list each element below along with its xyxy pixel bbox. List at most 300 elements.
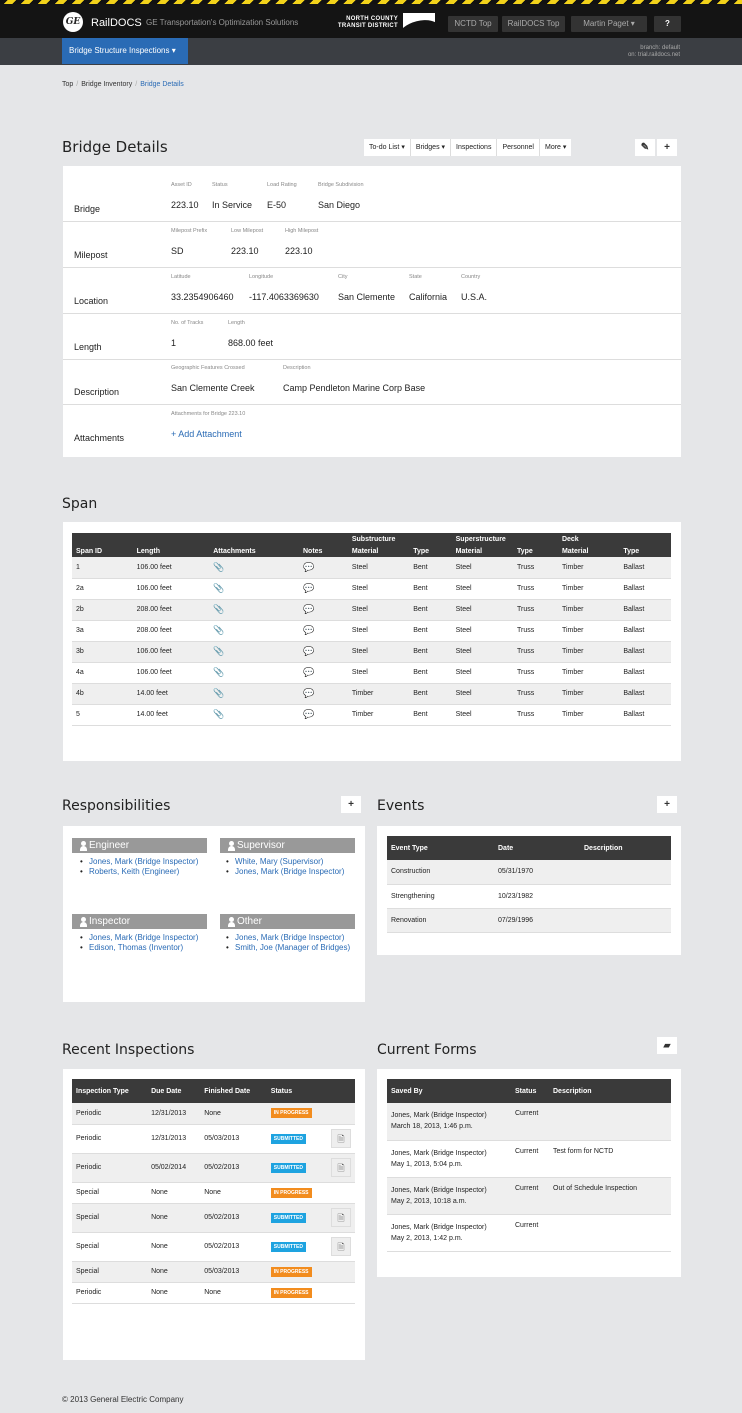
due-date: 12/31/2013 <box>147 1124 200 1153</box>
ge-logo[interactable]: GE <box>63 12 83 32</box>
span-cell-super-type: Truss <box>513 683 558 704</box>
status-badge: IN PROGRESS <box>271 1188 312 1198</box>
inspection-row[interactable] <box>72 1261 355 1282</box>
paperclip-icon[interactable]: 📎 <box>213 583 225 593</box>
col-length[interactable]: Length <box>133 545 210 557</box>
nctd-top-button[interactable]: NCTD Top <box>448 16 498 32</box>
length-value: 868.00 feet <box>228 338 274 348</box>
comment-icon[interactable]: 💬 <box>302 604 315 614</box>
brand-tagline: GE Transportation's Optimization Solutions <box>146 18 299 27</box>
paperclip-icon[interactable]: 📎 <box>213 604 225 614</box>
span-cell-span-id: 3a <box>72 620 133 641</box>
span-cell-deck-type: Ballast <box>619 578 671 599</box>
span-cell-notes <box>299 599 348 620</box>
user-name: Martin Paget <box>583 19 629 28</box>
document-cell <box>327 1261 355 1282</box>
todo-list-label: To-do List <box>369 144 400 151</box>
location-label: Location <box>74 296 109 306</box>
span-cell-deck-type: Ballast <box>619 704 671 725</box>
document-icon[interactable]: 🗎 <box>331 1129 351 1148</box>
saved-by-cell <box>387 1177 511 1214</box>
event-date: 10/23/1982 <box>494 884 580 908</box>
inspection-type: Periodic <box>72 1282 147 1303</box>
inspection-row[interactable] <box>72 1203 355 1232</box>
chevron-down-icon: ▾ <box>562 144 567 151</box>
col-inspection-type[interactable]: Inspection Type <box>72 1079 147 1103</box>
span-cell-deck-material: Timber <box>558 578 619 599</box>
status-caption: Status <box>212 182 228 188</box>
forms-panel <box>377 1069 681 1277</box>
low-milepost-value: 223.10 <box>231 246 259 256</box>
events-header <box>387 836 671 860</box>
inspections-table-body <box>72 1103 355 1303</box>
longitude-value: -117.4063369630 <box>249 292 319 302</box>
group-deck: Deck <box>558 533 671 545</box>
country-caption: Country <box>461 274 481 280</box>
status-cell <box>267 1124 327 1153</box>
inspector-person[interactable]: • Edison, Thomas (Inventor) <box>80 943 210 953</box>
form-row[interactable] <box>387 1177 671 1214</box>
span-cell-deck-material: Timber <box>558 704 619 725</box>
document-icon[interactable]: 🗎 <box>331 1237 351 1256</box>
supervisor-list <box>226 857 361 877</box>
span-cell-sub-type: Bent <box>409 704 451 725</box>
finished-date: 05/02/2013 <box>200 1203 267 1232</box>
due-date: 12/31/2013 <box>147 1103 200 1124</box>
span-cell-sub-material: Steel <box>348 578 409 599</box>
comment-icon[interactable]: 💬 <box>302 561 315 572</box>
span-cell-deck-type: Ballast <box>619 599 671 620</box>
add-button[interactable] <box>657 139 677 156</box>
span-cell-super-material: Steel <box>452 704 513 725</box>
personnel-link[interactable]: Personnel <box>497 139 540 156</box>
branch-line: branch: default <box>640 45 680 51</box>
length-caption: Length <box>228 320 245 326</box>
status-cell <box>267 1153 327 1182</box>
comment-icon[interactable]: 💬 <box>302 667 315 677</box>
other-title: Other <box>237 916 263 927</box>
due-date: None <box>147 1232 200 1261</box>
inspector-heading <box>72 914 207 929</box>
due-date: None <box>147 1182 200 1203</box>
help-button[interactable] <box>654 16 681 32</box>
span-row[interactable] <box>72 662 671 683</box>
span-cell-deck-material: Timber <box>558 557 619 578</box>
asset-id-caption: Asset ID <box>171 182 192 188</box>
saved-by-cell <box>387 1103 511 1140</box>
chevron-down-icon: ▾ <box>401 144 405 151</box>
span-cell-notes <box>299 641 348 662</box>
inspector-title: Inspector <box>89 916 131 927</box>
saved-by-name: Jones, Mark (Bridge Inspector) <box>391 1223 487 1231</box>
more-menu[interactable] <box>540 139 571 156</box>
status-badge: SUBMITTED <box>271 1242 306 1252</box>
span-row[interactable] <box>72 620 671 641</box>
inspection-row[interactable] <box>72 1232 355 1261</box>
span-cell-span-length: 106.00 feet <box>133 662 210 683</box>
form-description: Test form for NCTD <box>549 1140 671 1177</box>
col-event-type[interactable]: Event Type <box>387 836 494 860</box>
events-title: Events <box>377 798 425 814</box>
span-cell-span-length: 14.00 feet <box>133 704 210 725</box>
span-column-header <box>72 545 671 557</box>
edit-button[interactable] <box>635 139 655 156</box>
event-type: Construction <box>387 860 494 884</box>
supervisor-person[interactable]: • White, Mary (Supervisor) <box>226 857 361 867</box>
span-cell-notes <box>299 620 348 641</box>
add-attachment-link[interactable]: + Add Attachment <box>171 429 242 439</box>
city-caption: City <box>338 274 348 280</box>
help-icon: ? <box>665 19 670 28</box>
col-form-description[interactable]: Description <box>549 1079 671 1103</box>
col-sub-type[interactable]: Type <box>409 545 451 557</box>
col-due-date[interactable]: Due Date <box>147 1079 200 1103</box>
col-super-material[interactable]: Material <box>452 545 513 557</box>
span-cell-span-id: 4b <box>72 683 133 704</box>
city-value: San Clemente <box>338 292 396 302</box>
span-cell-span-id: 2b <box>72 599 133 620</box>
span-cell-super-type: Truss <box>513 641 558 662</box>
forms-header <box>387 1079 671 1103</box>
saved-by-cell <box>387 1214 511 1251</box>
events-table-wrap <box>387 836 671 933</box>
span-cell-deck-type: Ballast <box>619 557 671 578</box>
span-cell-sub-type: Bent <box>409 599 451 620</box>
responsibilities-panel <box>63 826 365 1002</box>
branch-info <box>628 45 680 59</box>
col-saved-by[interactable]: Saved By <box>387 1079 511 1103</box>
span-title: Span <box>62 496 98 512</box>
col-event-description[interactable]: Description <box>580 836 671 860</box>
inspection-row[interactable] <box>72 1124 355 1153</box>
group-substructure: Substructure <box>348 533 452 545</box>
form-status: Current <box>511 1177 549 1214</box>
state-value: California <box>409 292 448 302</box>
span-cell-super-material: Steel <box>452 599 513 620</box>
span-row[interactable] <box>72 704 671 725</box>
section-dropdown-button[interactable] <box>62 38 188 64</box>
other-list <box>226 933 356 953</box>
due-date: 05/02/2014 <box>147 1153 200 1182</box>
status-badge: IN PROGRESS <box>271 1267 312 1277</box>
nctd-logo-line2: TRANSIT DISTRICT <box>337 23 398 29</box>
other-person[interactable]: • Smith, Joe (Manager of Bridges) <box>226 943 356 953</box>
span-cell-sub-type: Bent <box>409 683 451 704</box>
span-cell-sub-material: Timber <box>348 704 409 725</box>
brand-name[interactable]: RailDOCS <box>91 17 142 29</box>
paperclip-icon[interactable]: 📎 <box>213 646 225 656</box>
tracks-caption: No. of Tracks <box>171 320 204 326</box>
forms-table <box>387 1079 671 1252</box>
breadcrumb-bridge-details[interactable]: Bridge Details <box>140 81 184 88</box>
forms-book-button[interactable] <box>657 1037 677 1054</box>
page-title: Bridge Details <box>62 138 168 156</box>
latitude-value: 33.2354906460 <box>171 292 234 302</box>
document-icon[interactable]: 🗎 <box>331 1158 351 1177</box>
status-badge: IN PROGRESS <box>271 1108 312 1118</box>
plus-icon: + <box>664 799 670 810</box>
other-heading <box>220 914 355 929</box>
state-caption: State <box>409 274 422 280</box>
span-cell-span-length: 106.00 feet <box>133 557 210 578</box>
paperclip-icon[interactable]: 📎 <box>213 667 225 677</box>
description-caption: Description <box>283 365 311 371</box>
saved-by-name: Jones, Mark (Bridge Inspector) <box>391 1186 487 1194</box>
supervisor-title: Supervisor <box>237 840 285 851</box>
saved-by-name: Jones, Mark (Bridge Inspector) <box>391 1112 487 1120</box>
document-cell <box>327 1103 355 1124</box>
form-description: Out of Schedule Inspection <box>549 1177 671 1214</box>
inspection-type: Special <box>72 1182 147 1203</box>
event-type: Strengthening <box>387 884 494 908</box>
inspections-link[interactable]: Inspections <box>451 139 497 156</box>
status-cell <box>267 1232 327 1261</box>
pencil-icon: ✎ <box>640 142 650 153</box>
inspection-row[interactable] <box>72 1182 355 1203</box>
supervisor-heading <box>220 838 355 853</box>
span-cell-span-id: 5 <box>72 704 133 725</box>
due-date: None <box>147 1203 200 1232</box>
span-cell-span-length: 208.00 feet <box>133 599 210 620</box>
col-span-id[interactable]: Span ID <box>72 545 133 557</box>
add-responsibility-button[interactable] <box>341 796 361 813</box>
plus-icon: + <box>348 799 354 810</box>
engineer-person[interactable]: • Jones, Mark (Bridge Inspector) <box>80 857 210 867</box>
col-form-status[interactable]: Status <box>511 1079 549 1103</box>
span-cell-attachment <box>209 704 299 725</box>
status-badge: SUBMITTED <box>271 1134 306 1144</box>
span-cell-super-material: Steel <box>452 662 513 683</box>
detail-row-location <box>63 268 681 314</box>
span-cell-deck-material: Timber <box>558 683 619 704</box>
nctd-logo <box>330 13 440 33</box>
saved-timestamp: May 1, 2013, 5:04 p.m. <box>391 1160 463 1168</box>
form-status: Current <box>511 1140 549 1177</box>
span-cell-deck-material: Timber <box>558 641 619 662</box>
book-icon: ▰ <box>663 1040 671 1050</box>
status-cell <box>267 1103 327 1124</box>
detail-row-length <box>63 314 681 360</box>
col-super-type[interactable]: Type <box>513 545 558 557</box>
chevron-down-icon: ▾ <box>630 19 635 28</box>
status-cell <box>267 1282 327 1303</box>
col-deck-type[interactable]: Type <box>619 545 671 557</box>
span-cell-sub-type: Bent <box>409 557 451 578</box>
nctd-emblem-icon <box>403 13 435 33</box>
span-group-blank <box>72 533 348 545</box>
inspection-type: Special <box>72 1232 147 1261</box>
status-cell <box>267 1182 327 1203</box>
span-row[interactable] <box>72 599 671 620</box>
span-cell-span-id: 3b <box>72 641 133 662</box>
col-notes[interactable]: Notes <box>299 545 348 557</box>
span-row[interactable] <box>72 683 671 704</box>
high-milepost-value: 223.10 <box>285 246 313 256</box>
raildocs-top-button[interactable]: RailDOCS Top <box>502 16 565 32</box>
inspection-type: Periodic <box>72 1153 147 1182</box>
bridges-menu[interactable] <box>411 139 451 156</box>
engineer-heading <box>72 838 207 853</box>
due-date: None <box>147 1261 200 1282</box>
document-cell <box>327 1282 355 1303</box>
col-status[interactable]: Status <box>267 1079 355 1103</box>
other-person[interactable]: • Jones, Mark (Bridge Inspector) <box>226 933 356 943</box>
events-table-body <box>387 860 671 932</box>
group-superstructure: Superstructure <box>452 533 558 545</box>
form-row[interactable] <box>387 1140 671 1177</box>
document-cell <box>327 1182 355 1203</box>
inspector-person[interactable]: • Jones, Mark (Bridge Inspector) <box>80 933 210 943</box>
inspection-type: Periodic <box>72 1124 147 1153</box>
comment-icon[interactable]: 💬 <box>302 625 315 635</box>
document-icon[interactable]: 🗎 <box>331 1208 351 1227</box>
span-cell-attachment <box>209 641 299 662</box>
document-cell <box>327 1232 355 1261</box>
span-cell-notes <box>299 683 348 704</box>
paperclip-icon[interactable]: 📎 <box>213 688 225 698</box>
paperclip-icon[interactable]: 📎 <box>213 709 225 719</box>
span-cell-super-material: Steel <box>452 557 513 578</box>
saved-by-name: Jones, Mark (Bridge Inspector) <box>391 1149 487 1157</box>
geo-features-caption: Geographic Features Crossed <box>171 365 245 371</box>
comment-icon[interactable]: 💬 <box>302 646 315 656</box>
engineer-person[interactable]: • Roberts, Keith (Engineer) <box>80 867 210 877</box>
load-rating-caption: Load Rating <box>267 182 297 188</box>
status-cell <box>267 1203 327 1232</box>
event-description <box>580 884 671 908</box>
todo-list-menu[interactable] <box>364 139 411 156</box>
paperclip-icon[interactable]: 📎 <box>213 625 225 635</box>
length-label: Length <box>74 342 102 352</box>
span-row[interactable] <box>72 557 671 578</box>
milepost-prefix-value: SD <box>171 246 184 256</box>
inspection-type: Periodic <box>72 1103 147 1124</box>
inspection-row[interactable] <box>72 1103 355 1124</box>
span-cell-super-material: Steel <box>452 620 513 641</box>
span-cell-sub-type: Bent <box>409 641 451 662</box>
form-status: Current <box>511 1214 549 1251</box>
events-panel <box>377 826 681 955</box>
span-cell-deck-material: Timber <box>558 620 619 641</box>
span-table-wrap <box>72 533 671 726</box>
span-cell-attachment <box>209 662 299 683</box>
attachments-caption: Attachments for Bridge 223.10 <box>171 411 246 417</box>
description-label: Description <box>74 387 120 397</box>
status-value: In Service <box>212 200 253 210</box>
span-row[interactable] <box>72 578 671 599</box>
col-sub-material[interactable]: Material <box>348 545 409 557</box>
plus-icon: + <box>664 142 670 153</box>
span-cell-sub-type: Bent <box>409 620 451 641</box>
span-row[interactable] <box>72 641 671 662</box>
detail-row-milepost <box>63 222 681 268</box>
event-date: 07/29/1996 <box>494 908 580 932</box>
load-rating-value: E-50 <box>267 200 287 210</box>
subdivision-caption: Bridge Subdivision <box>318 182 364 188</box>
span-cell-sub-material: Steel <box>348 599 409 620</box>
document-cell <box>327 1153 355 1182</box>
footer-copyright: © 2013 General Electric Company <box>62 1395 184 1404</box>
event-row[interactable] <box>387 884 671 908</box>
span-cell-span-id: 1 <box>72 557 133 578</box>
span-cell-span-id: 2a <box>72 578 133 599</box>
saved-timestamp: May 2, 2013, 1:42 p.m. <box>391 1234 463 1242</box>
event-description <box>580 860 671 884</box>
details-menu <box>364 139 571 156</box>
event-description <box>580 908 671 932</box>
span-cell-sub-material: Steel <box>348 662 409 683</box>
form-row[interactable] <box>387 1214 671 1251</box>
finished-date: 05/02/2013 <box>200 1232 267 1261</box>
span-cell-attachment <box>209 557 299 578</box>
due-date: None <box>147 1282 200 1303</box>
comment-icon[interactable]: 💬 <box>302 583 315 593</box>
span-cell-attachment <box>209 599 299 620</box>
high-milepost-caption: High Milepost <box>285 228 319 234</box>
user-menu-button[interactable] <box>571 16 647 32</box>
span-cell-span-length: 14.00 feet <box>133 683 210 704</box>
saved-timestamp: March 18, 2013, 1:46 p.m. <box>391 1123 473 1131</box>
span-panel <box>63 522 681 761</box>
add-event-button[interactable] <box>657 796 677 813</box>
span-cell-span-length: 208.00 feet <box>133 620 210 641</box>
span-cell-deck-type: Ballast <box>619 683 671 704</box>
breadcrumb-top[interactable]: Top <box>62 81 74 88</box>
breadcrumb-separator: / <box>76 81 79 88</box>
inspection-type: Special <box>72 1203 147 1232</box>
span-cell-span-id: 4a <box>72 662 133 683</box>
col-event-date[interactable]: Date <box>494 836 580 860</box>
comment-icon[interactable]: 💬 <box>302 709 315 719</box>
bridge-label: Bridge <box>74 204 101 214</box>
inspections-table <box>72 1079 355 1304</box>
col-attachments[interactable]: Attachments <box>209 545 299 557</box>
geo-features-value: San Clemente Creek <box>171 383 255 393</box>
finished-date: 05/03/2013 <box>200 1261 267 1282</box>
span-cell-sub-type: Bent <box>409 662 451 683</box>
supervisor-person[interactable]: • Jones, Mark (Bridge Inspector) <box>226 867 361 877</box>
finished-date: None <box>200 1103 267 1124</box>
event-row[interactable] <box>387 860 671 884</box>
span-cell-notes <box>299 578 348 599</box>
col-finished-date[interactable]: Finished Date <box>200 1079 267 1103</box>
span-cell-attachment <box>209 620 299 641</box>
paperclip-icon[interactable]: 📎 <box>213 561 225 572</box>
span-cell-deck-type: Ballast <box>619 620 671 641</box>
tracks-value: 1 <box>171 338 177 348</box>
breadcrumb-bridge-inventory[interactable]: Bridge Inventory <box>81 81 133 88</box>
span-cell-super-material: Steel <box>452 641 513 662</box>
country-value: U.S.A. <box>461 292 488 302</box>
inspection-row[interactable] <box>72 1153 355 1182</box>
form-row[interactable] <box>387 1103 671 1140</box>
finished-date: 05/03/2013 <box>200 1124 267 1153</box>
span-cell-notes <box>299 704 348 725</box>
span-cell-deck-type: Ballast <box>619 641 671 662</box>
inspector-list <box>80 933 210 953</box>
events-table <box>387 836 671 933</box>
span-cell-deck-type: Ballast <box>619 662 671 683</box>
comment-icon[interactable]: 💬 <box>302 688 315 698</box>
server-line: on: trial.raildocs.net <box>627 52 680 58</box>
span-cell-attachment <box>209 683 299 704</box>
event-row[interactable] <box>387 908 671 932</box>
col-deck-material[interactable]: Material <box>558 545 619 557</box>
forms-table-wrap <box>387 1079 671 1252</box>
breadcrumb <box>62 81 184 88</box>
inspection-row[interactable] <box>72 1282 355 1303</box>
form-status: Current <box>511 1103 549 1140</box>
